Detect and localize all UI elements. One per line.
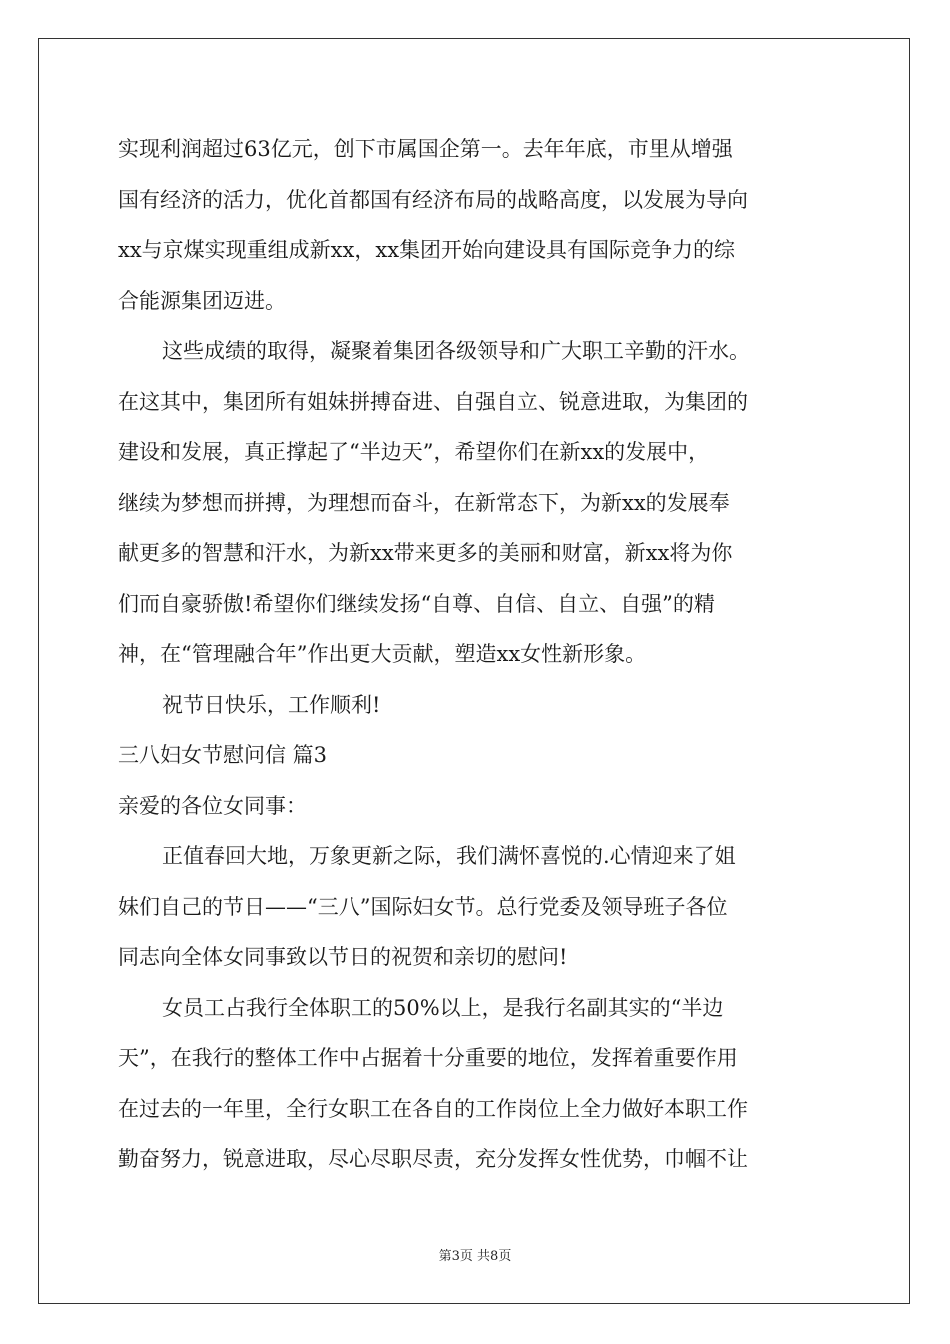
text-line: 在这其中，集团所有姐妹拼搏奋进、自强自立、锐意进取，为集团的 bbox=[118, 389, 748, 414]
document-body bbox=[118, 124, 834, 1185]
text-line: 实现利润超过63亿元，创下市属国企第一。去年年底，市里从增强 bbox=[118, 137, 733, 161]
text-line: 建设和发展，真正撑起了“半边天”，希望你们在新xx的发展中， bbox=[118, 440, 710, 464]
text-line: 妹们自己的节日——“三八”国际妇女节。总行党委及领导班子各位 bbox=[118, 894, 728, 919]
paragraph-start-line: 正值春回大地，万象更新之际，我们满怀喜悦的.心情迎来了姐 bbox=[162, 844, 736, 868]
section-heading: 三八妇女节慰问信 篇3 bbox=[118, 743, 328, 767]
salutation: 亲爱的各位女同事： bbox=[118, 793, 307, 818]
text-line: 献更多的智慧和汗水，为新xx带来更多的美丽和财富，新xx将为你 bbox=[118, 541, 733, 565]
text-line: 天”，在我行的整体工作中占据着十分重要的地位，发挥着重要作用 bbox=[118, 1046, 738, 1070]
text-line: 勤奋努力，锐意进取，尽心尽职尽责，充分发挥女性优势，巾帼不让 bbox=[118, 1147, 748, 1171]
paragraph-start-line: 女员工占我行全体职工的50%以上，是我行名副其实的“半边 bbox=[162, 995, 724, 1020]
text-line: 合能源集团迈进。 bbox=[118, 288, 286, 313]
text-line: xx与京煤实现重组成新xx，xx集团开始向建设具有国际竞争力的综 bbox=[118, 238, 736, 262]
text-line: 在过去的一年里，全行女职工在各自的工作岗位上全力做好本职工作 bbox=[118, 1096, 748, 1121]
text-line: 国有经济的活力，优化首都国有经济布局的战略高度，以发展为导向 bbox=[118, 187, 748, 212]
closing-wish: 祝节日快乐，工作顺利! bbox=[162, 692, 381, 717]
page-number-footer: 第3页 共8页 bbox=[438, 1249, 512, 1264]
text-line: 们而自豪骄傲!希望你们继续发扬“自尊、自信、自立、自强”的精 bbox=[118, 591, 715, 616]
text-line: 神，在“管理融合年”作出更大贡献，塑造xx女性新形象。 bbox=[118, 642, 647, 666]
paragraph-start-line: 这些成绩的取得，凝聚着集团各级领导和广大职工辛勤的汗水。 bbox=[162, 339, 750, 363]
text-line: 同志向全体女同事致以节日的祝贺和亲切的慰问! bbox=[118, 945, 568, 969]
text-line: 继续为梦想而拼搏，为理想而奋斗，在新常态下，为新xx的发展奉 bbox=[118, 490, 730, 515]
